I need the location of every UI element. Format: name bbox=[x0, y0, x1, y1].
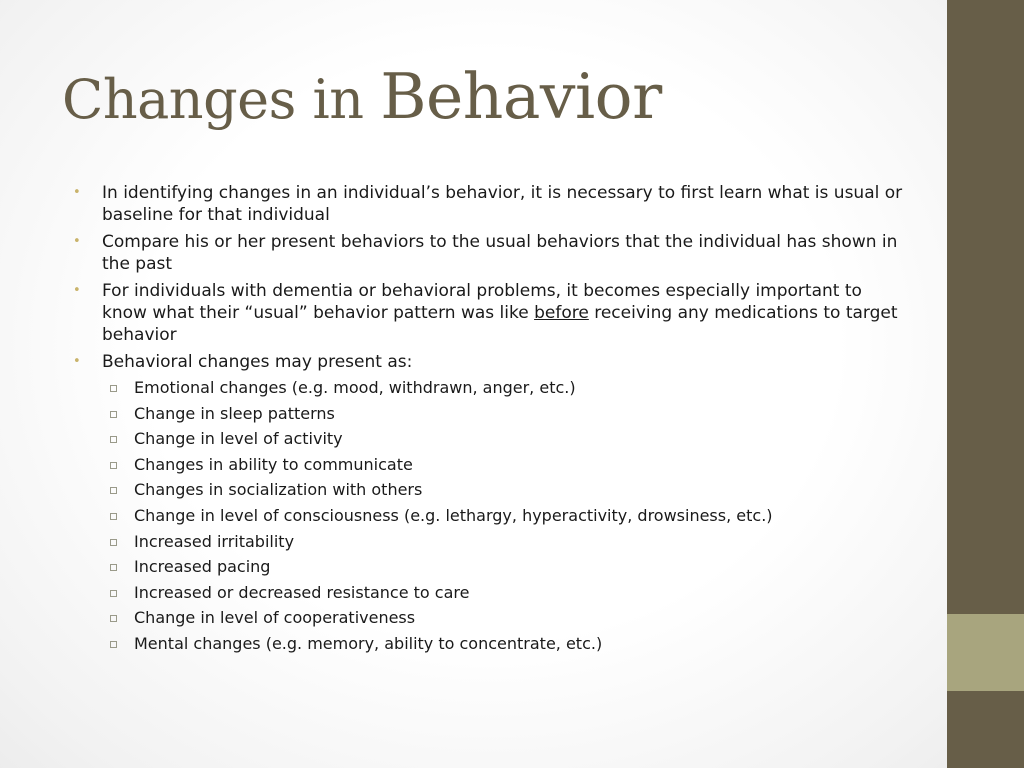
bullet-text: Behavioral changes may present as: bbox=[102, 352, 413, 372]
bullet-text-after: receiving any medications to target behavior bbox=[102, 303, 898, 345]
bullet-item bbox=[73, 351, 903, 654]
square-bullet-icon bbox=[110, 513, 117, 520]
bullet-dot-icon: • bbox=[73, 234, 81, 249]
bullet-text-before: For individuals with dementia or behavioral problems, it becomes especially important to know what their “usual” behavior pattern was like bbox=[102, 281, 862, 323]
side-accent-decoration bbox=[947, 614, 1024, 691]
slide-title-part1: Changes in bbox=[62, 68, 381, 131]
sub-bullet-item bbox=[102, 634, 903, 654]
sub-bullet-list bbox=[102, 378, 903, 654]
sub-bullet-item bbox=[102, 480, 903, 500]
slide-title-part2: Behavior bbox=[380, 60, 662, 133]
sub-bullet-text: Change in level of activity bbox=[134, 429, 343, 449]
sub-bullet-item bbox=[102, 378, 903, 398]
bullet-text-emphasis: before bbox=[534, 303, 589, 323]
bullet-item bbox=[73, 231, 903, 275]
square-bullet-icon bbox=[110, 590, 117, 597]
sub-bullet-item bbox=[102, 532, 903, 552]
bullet-dot-icon: • bbox=[73, 185, 81, 200]
sub-bullet-item bbox=[102, 455, 903, 475]
sub-bullet-item bbox=[102, 583, 903, 603]
sub-bullet-text: Emotional changes (e.g. mood, withdrawn, anger, etc.) bbox=[134, 378, 576, 397]
bullet-dot-icon: • bbox=[73, 283, 81, 298]
bullet-item bbox=[73, 182, 903, 226]
sub-bullet-item bbox=[102, 506, 903, 526]
square-bullet-icon bbox=[110, 487, 117, 494]
sub-bullet-text: Mental changes (e.g. memory, ability to concentrate, etc.) bbox=[134, 633, 603, 653]
sub-bullet-text: Changes in ability to communicate bbox=[134, 454, 413, 474]
sub-bullet-item bbox=[102, 557, 903, 577]
sub-bullet-item bbox=[102, 404, 903, 424]
sub-bullet-item bbox=[102, 608, 903, 628]
sub-bullet-text: Change in level of consciousness (e.g. lethargy, hyperactivity, drowsiness, etc.) bbox=[134, 505, 773, 525]
bullet-list bbox=[73, 182, 903, 654]
square-bullet-icon bbox=[110, 462, 117, 469]
sub-bullet-text: Change in level of cooperativeness bbox=[134, 608, 416, 628]
square-bullet-icon bbox=[110, 385, 117, 392]
slide-content bbox=[73, 182, 903, 660]
square-bullet-icon bbox=[110, 411, 117, 418]
bullet-dot-icon: • bbox=[73, 354, 81, 369]
sub-bullet-text: Increased pacing bbox=[134, 557, 271, 577]
square-bullet-icon bbox=[110, 641, 117, 648]
bullet-text: In identifying changes in an individual’s behavior, it is necessary to first learn what is usual or baseline for that individual bbox=[102, 183, 903, 225]
bullet-item bbox=[73, 280, 903, 346]
slide-title bbox=[62, 60, 662, 133]
sub-bullet-text: Changes in socialization with others bbox=[134, 480, 423, 500]
sub-bullet-text: Increased or decreased resistance to care bbox=[134, 582, 470, 602]
bullet-text: Compare his or her present behaviors to the usual behaviors that the individual has shown in the past bbox=[102, 232, 898, 274]
sub-bullet-item bbox=[102, 429, 903, 449]
bullet-text bbox=[102, 280, 903, 346]
square-bullet-icon bbox=[110, 564, 117, 571]
square-bullet-icon bbox=[110, 539, 117, 546]
sub-bullet-text: Increased irritability bbox=[134, 531, 295, 551]
square-bullet-icon bbox=[110, 436, 117, 443]
sub-bullet-text: Change in sleep patterns bbox=[134, 403, 335, 423]
square-bullet-icon bbox=[110, 615, 117, 622]
